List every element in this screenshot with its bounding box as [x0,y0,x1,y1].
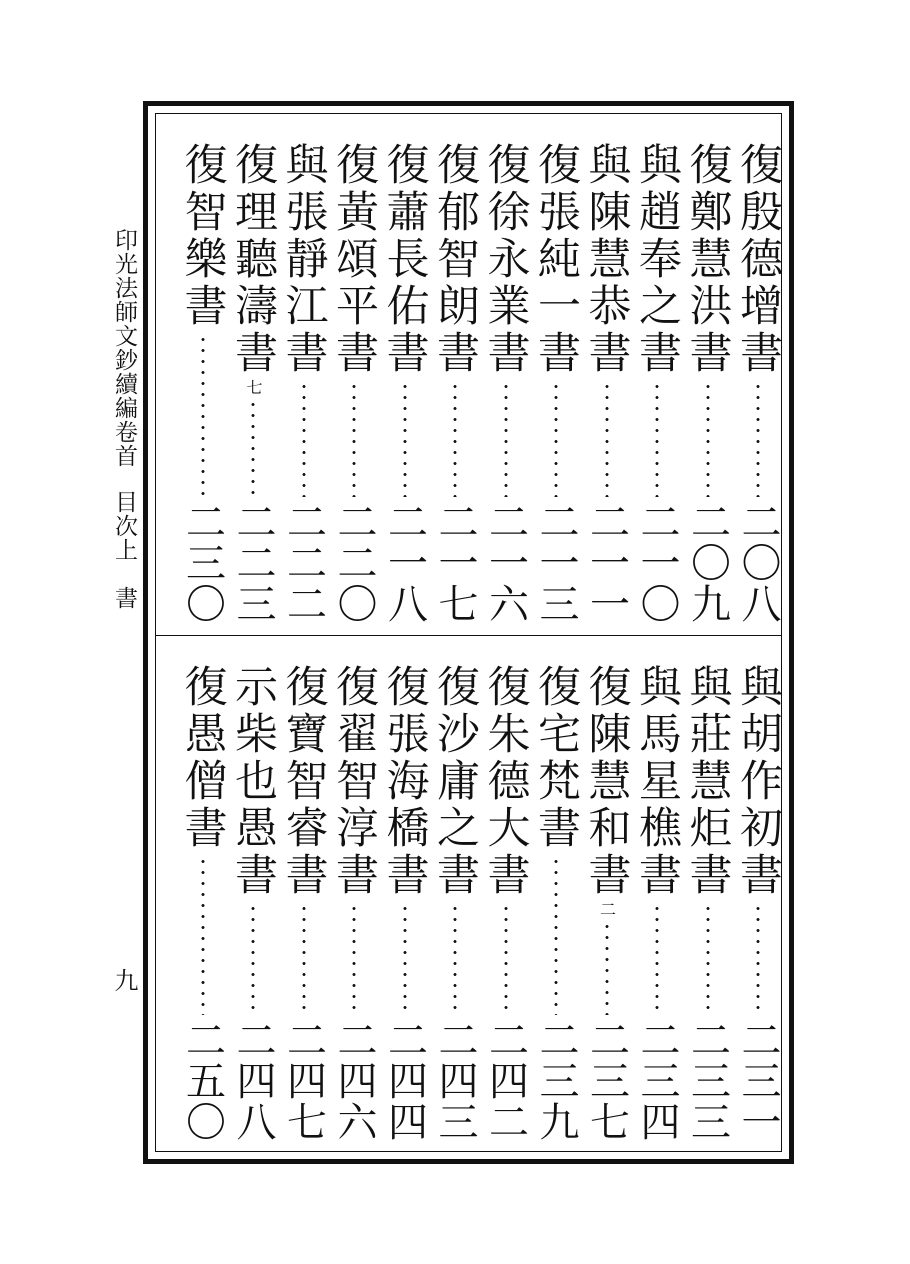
toc-entry [430,142,480,624]
dot-leader [453,381,457,497]
category-label: 書 [111,586,137,609]
entry-page: 二二二 [280,501,327,624]
toc-entry [582,664,632,1142]
entry-page: 二三七 [583,1019,630,1142]
entry-title: 復蕭長佑書 [379,142,430,377]
dot-leader [605,921,609,1015]
dot-leader [756,381,760,497]
entry-page: 二〇九 [684,501,731,624]
toc-entry [178,142,228,624]
dot-leader [706,381,710,497]
margin-column [106,228,142,609]
toc-entry [279,142,329,624]
entry-title: 復張純一書 [531,142,581,377]
entry-page: 二三四 [634,1019,680,1142]
entry-page: 二〇八 [735,501,781,624]
entry-title: 復鄭慧洪書 [682,142,733,377]
toc-entry [481,664,531,1142]
entry-title: 與張靜江書 [278,142,329,377]
dot-leader [655,381,659,497]
entry-title: 復徐永業書 [480,142,531,377]
entry-title: 復朱德大書 [480,664,531,899]
toc-entry [329,142,379,624]
entry-page: 二二三 [230,501,276,624]
entry-page: 二一八 [381,501,428,624]
entry-title: 復寶智睿書 [278,664,329,899]
dot-leader [554,381,558,497]
entry-title: 復宅梵書 [531,664,581,852]
toc-entry [228,142,278,624]
toc-entry [632,142,682,624]
entry-page: 二四三 [432,1019,478,1142]
dot-leader [453,903,457,1015]
toc-entry [582,142,632,624]
entry-page: 二一〇 [634,501,680,624]
dot-leader [403,903,407,1015]
toc-entry [380,664,430,1142]
entry-title: 復智樂書 [177,142,228,330]
entry-note: 七 [244,379,263,395]
toc-entry [531,142,581,624]
dot-leader [352,381,356,497]
entry-title: 復殷德增書 [733,142,783,377]
toc-entry [380,142,430,624]
entry-page: 二五〇 [179,1019,226,1142]
toc-entry [430,664,480,1142]
entry-page: 二四八 [230,1019,276,1142]
toc-entry [178,664,228,1142]
dot-leader [251,903,255,1015]
entry-title: 復翟智淳書 [329,664,379,899]
half-divider [155,635,782,636]
entry-title: 復沙庸之書 [430,664,480,899]
entry-page: 二一六 [482,501,529,624]
entry-page: 二一七 [432,501,478,624]
dot-leader [554,856,558,1015]
entry-title: 示柴也愚書 [228,664,278,899]
toc-entry [733,142,783,624]
toc-entry [683,142,733,624]
dot-leader [201,856,205,1015]
toc-entry [531,664,581,1142]
dot-leader [302,903,306,1015]
entry-title: 復陳慧和書 [581,664,632,899]
entry-page: 二三九 [533,1019,579,1142]
entry-title: 與陳慧恭書 [581,142,632,377]
dot-leader [302,381,306,497]
dot-leader [251,399,255,497]
book-title: 印光法師文鈔續編卷首 [111,228,137,468]
dot-leader [504,903,508,1015]
entry-page: 二三一 [735,1019,781,1142]
toc-entry [228,664,278,1142]
toc-entry [279,664,329,1142]
entry-page: 二三〇 [179,501,226,624]
toc-entry [733,664,783,1142]
entry-note: 二 [597,901,617,917]
entry-page: 二三三 [684,1019,731,1142]
entry-title: 復張海橋書 [379,664,430,899]
entry-page: 二一一 [583,501,630,624]
dot-leader [352,903,356,1015]
entry-page: 二四六 [331,1019,377,1142]
entry-page: 二四四 [381,1019,428,1142]
entry-title: 復黃頌平書 [329,142,379,377]
entry-title: 與莊慧炬書 [682,664,733,899]
dot-leader [655,903,659,1015]
entry-page: 二一三 [533,501,579,624]
dot-leader [756,903,760,1015]
section-title: 目次上 [111,490,137,562]
dot-leader [504,381,508,497]
entry-title: 復郁智朗書 [430,142,480,377]
entry-page: 二四二 [482,1019,529,1142]
dot-leader [706,903,710,1015]
toc-entry [632,664,682,1142]
toc-entry [329,664,379,1142]
entry-title: 復愚僧書 [177,664,228,852]
entry-page: 二四七 [280,1019,327,1142]
page-number: 九 [110,968,138,992]
dot-leader [201,334,205,497]
dot-leader [605,381,609,497]
entry-title: 與趙奉之書 [632,142,682,377]
toc-entry [683,664,733,1142]
entry-title: 與馬星樵書 [632,664,682,899]
entry-page: 二二〇 [331,501,377,624]
dot-leader [403,381,407,497]
entry-title: 與胡作初書 [733,664,783,899]
toc-entry [481,142,531,624]
entry-title: 復理聽濤書 [228,142,278,377]
